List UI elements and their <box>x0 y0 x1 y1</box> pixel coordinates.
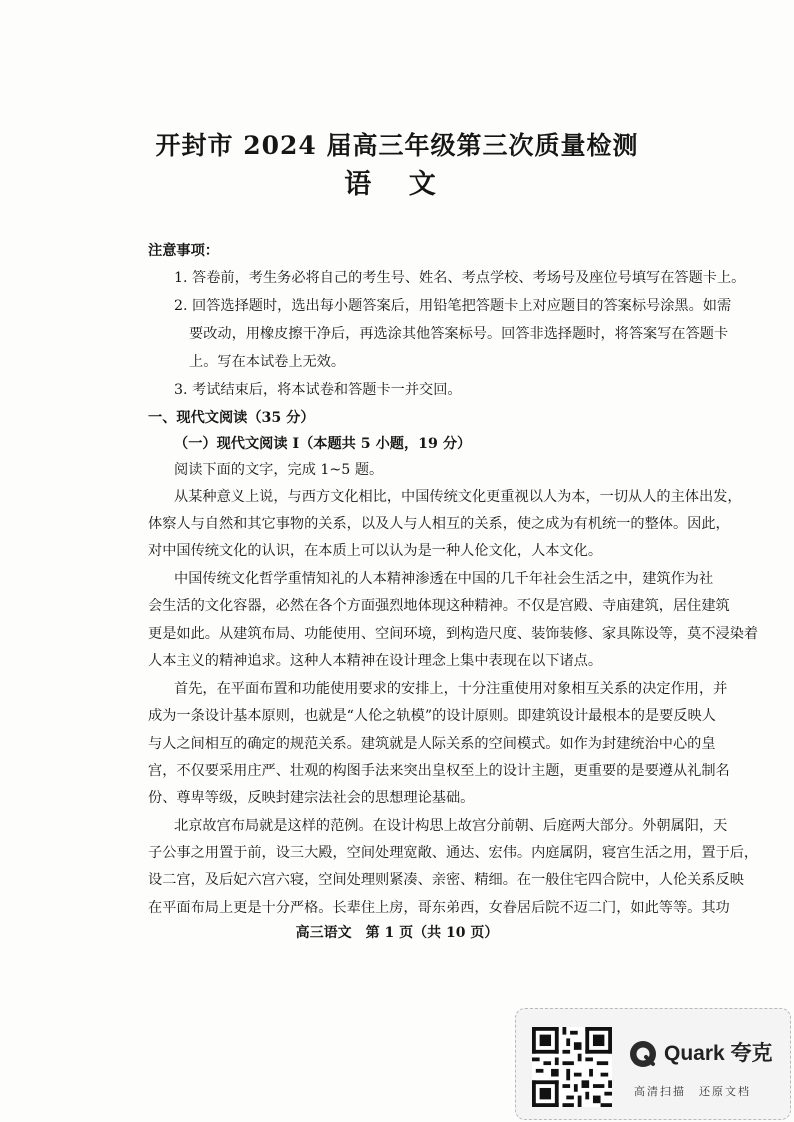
passage-line: 会生活的文化容器，必然在各个方面强烈地体现这种精神。不仅是宫殿、寺庙建筑，居住建筑 <box>148 598 730 614</box>
notice-item: 3. 考试结束后，将本试卷和答题卡一并交回。 <box>174 382 462 398</box>
notice-item-continued: 要改动，用橡皮擦干净后，再选涂其他答案标号。回答非选择题时，将答案写在答题卡 <box>189 326 729 342</box>
quark-brand-name: Quark 夸克 <box>664 1042 773 1065</box>
notice-item: 2. 回答选择题时，选出每小题答案后，用铅笔把答题卡上对应题目的答案标号涂黑。如需 <box>174 298 732 314</box>
qr-code-icon <box>532 1027 612 1107</box>
passage-line: 对中国传统文化的认识，在本质上可以认为是一种人伦文化，人本文化。 <box>148 543 603 559</box>
quark-logo-icon <box>628 1039 658 1069</box>
quark-tagline: 高清扫描 还原文档 <box>634 1085 751 1098</box>
passage-line: 份、尊卑等级，反映封建宗法社会的思想理论基础。 <box>148 790 475 806</box>
passage-line: 首先，在平面布置和功能使用要求的安排上，十分注重使用对象相互关系的决定作用，并 <box>174 681 728 697</box>
passage-line: 人本主义的精神追求。这种人本精神在设计理念上集中表现在以下诸点。 <box>148 653 603 669</box>
passage-line: 设二宫，及后妃六宫六寝，空间处理则紧凑、亲密、精细。在一般住宅四合院中，人伦关系反映 <box>148 872 744 888</box>
passage-line: 从某种意义上说，与西方文化相比，中国传统文化更重视以人为本，一切从人的主体出发， <box>174 489 742 505</box>
notice-item-continued: 上。写在本试卷上无效。 <box>189 354 346 370</box>
passage-line: 体察人与自然和其它事物的关系，以及人与人相互的关系，使之成为有机统一的整体。因此， <box>148 516 730 532</box>
passage-line: 成为一条设计基本原则，也就是“人伦之轨模”的设计原则。即建筑设计最根本的是要反映人 <box>148 708 716 724</box>
passage-line: 子公事之用置于前，设三大殿，空间处理宽敞、通达、宏伟。内庭属阴，寝宫生活之用，置于后， <box>148 845 759 861</box>
exam-title: 开封市 2024 届高三年级第三次质量检测 <box>155 131 639 160</box>
subject-title: 语 文 <box>344 169 450 200</box>
page-footer: 高三语文 第 1 页（共 10 页） <box>295 925 499 941</box>
passage-line: 北京故宫布局就是这样的范例。在设计构思上故宫分前朝、后庭两大部分。外朝属阳，天 <box>174 818 728 834</box>
passage-line: 在平面布局上更是十分严格。长辈住上房，哥东弟西，女眷居后院不迈二门，如此等等。其功 <box>148 900 730 916</box>
passage-line: 宫，不仅要采用庄严、壮观的构图手法来突出皇权至上的设计主题，更重要的是要遵从礼制名 <box>148 763 730 779</box>
quark-watermark-card <box>515 1008 791 1120</box>
notice-item: 1. 答卷前，考生务必将自己的考生号、姓名、考点学校、考场号及座位号填写在答题卡上。 <box>174 270 746 286</box>
passage-line: 更是如此。从建筑布局、功能使用、空间环境，到构造尺度、装饰装修、家具陈设等，莫不浸染着 <box>148 626 759 642</box>
reading-instruction: 阅读下面的文字，完成 1~5 题。 <box>174 462 384 478</box>
passage-line: 与人之间相互的确定的规范关系。建筑就是人际关系的空间模式。如作为封建统治中心的皇 <box>148 736 716 752</box>
sub-section-heading: （一）现代文阅读 Ⅰ（本题共 5 小题，19 分） <box>174 436 472 452</box>
section-heading: 一、现代文阅读（35 分） <box>148 410 315 426</box>
passage-line: 中国传统文化哲学重情知礼的人本精神渗透在中国的几千年社会生活之中，建筑作为社 <box>174 571 714 587</box>
notice-heading: 注意事项： <box>148 243 219 259</box>
